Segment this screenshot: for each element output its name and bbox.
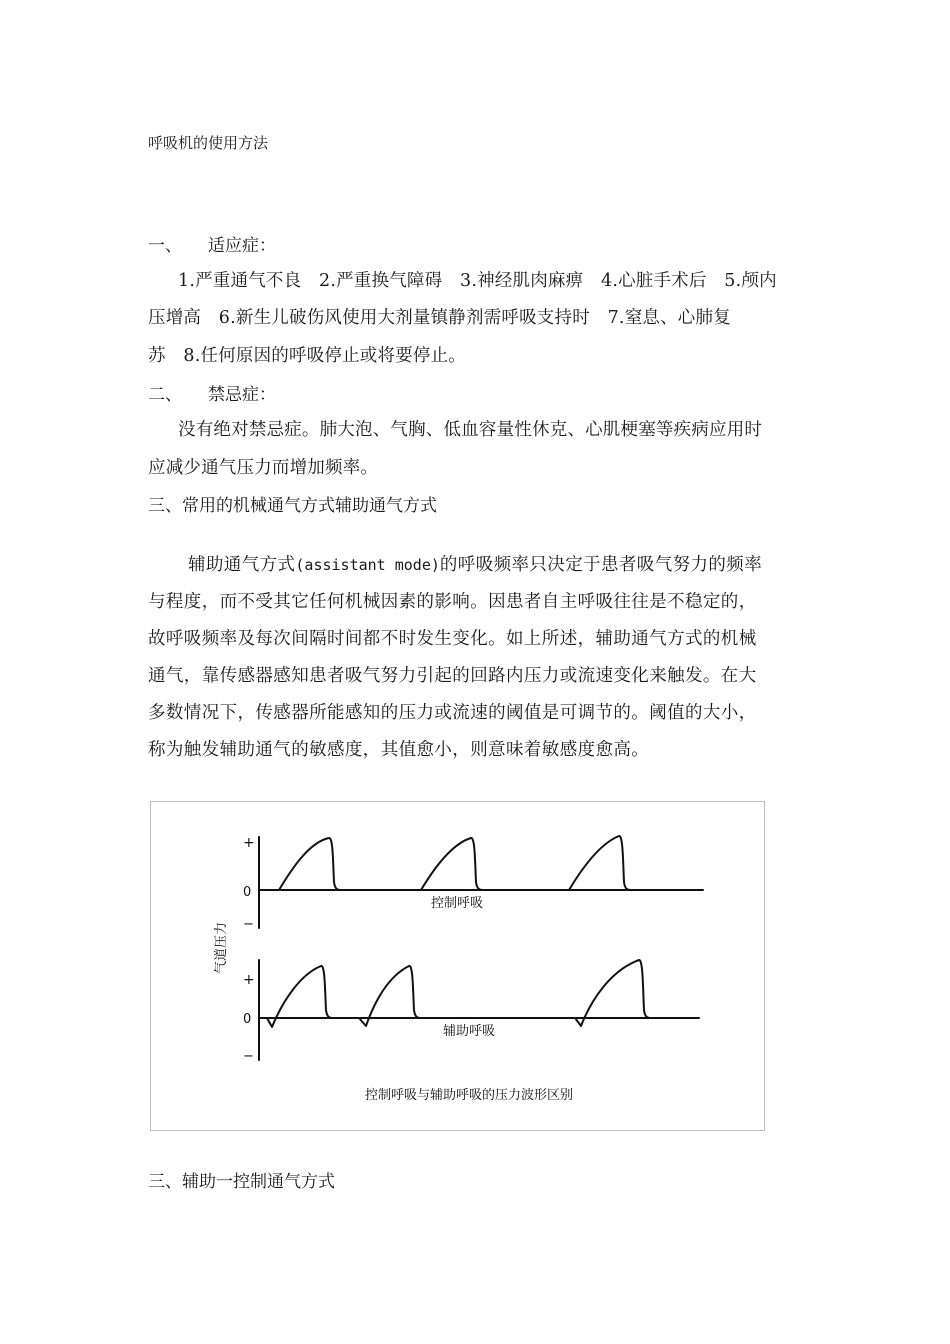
bottom-tick-minus: − bbox=[243, 1049, 254, 1064]
section-heading-contraindications bbox=[148, 380, 276, 405]
assisted-breathing-wave bbox=[263, 960, 697, 1027]
section-heading-assisted-mode: 三、常用的机械通气方式辅助通气方式 bbox=[148, 496, 437, 516]
contraindications-line-2: 应减少通气压力而增加频率。 bbox=[148, 458, 379, 478]
bottom-tick-plus: + bbox=[243, 972, 255, 988]
y-axis-label: 气道压力 bbox=[214, 921, 229, 974]
assisted-mode-para-line-6: 称为触发辅助通气的敏感度，其值愈小，则意味着敏感度愈高。 bbox=[148, 740, 650, 760]
bottom-tick-zero: 0 bbox=[243, 1012, 252, 1027]
para-text: 辅助通气方式 bbox=[188, 555, 296, 575]
assisted-mode-para-line-4: 通气，靠传感器感知患者吸气努力引起的回路内压力或流速变化来触发。在大 bbox=[148, 666, 757, 686]
indications-line-3: 苏 8.任何原因的呼吸停止或将要停止。 bbox=[148, 346, 466, 366]
top-tick-plus: + bbox=[243, 835, 255, 851]
top-tick-zero: 0 bbox=[243, 885, 252, 900]
assisted-mode-para-line-1 bbox=[188, 551, 762, 576]
top-tick-minus: − bbox=[243, 917, 254, 932]
heading-number: 一、 bbox=[148, 236, 182, 256]
indications-line-2: 压增高 6.新生儿破伤风使用大剂量镇静剂需呼吸支持时 7.窒息、心肺复 bbox=[148, 308, 731, 328]
waveform-diagram bbox=[151, 802, 764, 1130]
assisted-mode-para-line-5: 多数情况下，传感器所能感知的压力或流速的阈值是可调节的。阈值的大小， bbox=[148, 703, 757, 723]
para-text: 的呼吸频率只决定于患者吸气努力的频率 bbox=[439, 555, 763, 575]
heading-text: 禁忌症： bbox=[208, 385, 276, 405]
assisted-mode-para-line-3: 故呼吸频率及每次间隔时间都不时发生变化。如上所述，辅助通气方式的机械 bbox=[148, 629, 757, 649]
contraindications-line-1: 没有绝对禁忌症。肺大泡、气胸、低血容量性休克、心肌梗塞等疾病应用时 bbox=[178, 420, 763, 440]
assisted-mode-para-line-2: 与程度，而不受其它任何机械因素的影响。因患者自主呼吸往往是不稳定的， bbox=[148, 592, 757, 612]
top-plot-label: 控制呼吸 bbox=[431, 896, 484, 911]
bottom-plot-label: 辅助呼吸 bbox=[443, 1024, 496, 1039]
heading-number: 二、 bbox=[148, 385, 182, 405]
document-title: 呼吸机的使用方法 bbox=[148, 134, 269, 152]
controlled-breathing-wave bbox=[269, 836, 699, 890]
pressure-waveform-figure bbox=[150, 801, 765, 1131]
section-heading-assist-control: 三、辅助一控制通气方式 bbox=[148, 1172, 335, 1192]
para-english-term: (assistant mode) bbox=[295, 556, 440, 574]
indications-line-1: 1.严重通气不良 2.严重换气障碍 3.神经肌肉麻痹 4.心脏手术后 5.颅内 bbox=[178, 271, 777, 291]
figure-caption: 控制呼吸与辅助呼吸的压力波形区别 bbox=[365, 1088, 574, 1103]
section-heading-indications bbox=[148, 231, 276, 256]
heading-text: 适应症： bbox=[208, 236, 276, 256]
